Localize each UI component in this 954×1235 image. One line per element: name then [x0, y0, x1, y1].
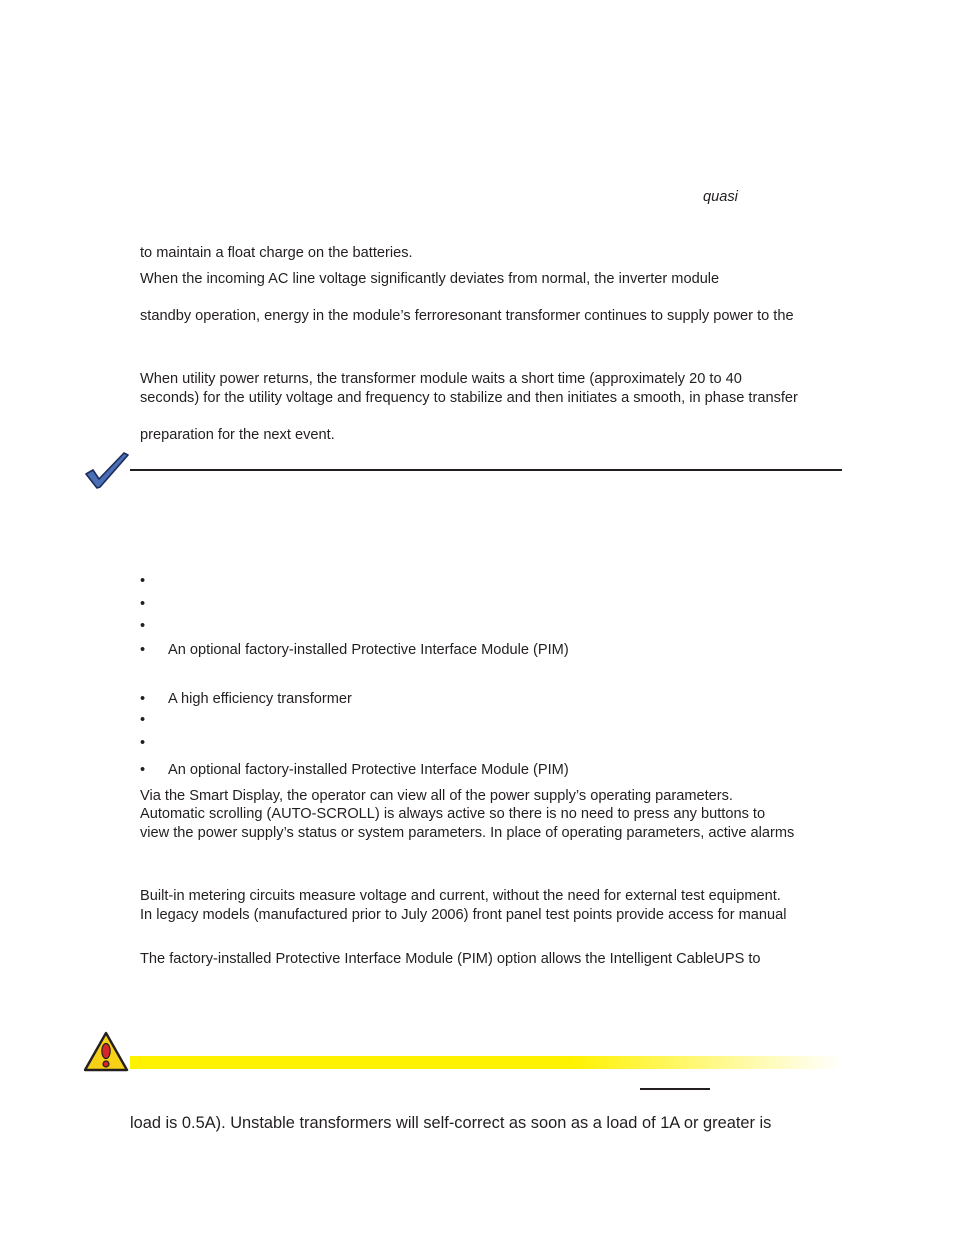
paragraph-line: In legacy models (manufactured prior to July 2006) front panel test points provide access for manual: [140, 907, 787, 923]
paragraph-line: view the power supply’s status or system parameters. In place of operating parameters, active alarms: [140, 825, 795, 841]
underline-mark: [640, 1088, 710, 1090]
caution-divider: [130, 1056, 842, 1069]
paragraph-line: When utility power returns, the transformer module waits a short time (approximately 20 to 40: [140, 371, 742, 387]
paragraph-line: Automatic scrolling (AUTO-SCROLL) is always active so there is no need to press any buttons to: [140, 806, 766, 822]
paragraph-line: standby operation, energy in the module’s ferroresonant transformer continues to supply power to the: [140, 308, 794, 324]
bullet-marker: •: [140, 735, 146, 751]
note-divider: [130, 469, 842, 471]
bullet-marker: •: [140, 642, 146, 658]
bullet-marker: •: [140, 762, 146, 778]
bullet-marker: •: [140, 691, 146, 707]
paragraph-line: Via the Smart Display, the operator can view all of the power supply’s operating parameters.: [140, 788, 733, 804]
list-item: A high efficiency transformer: [168, 691, 352, 707]
paragraph-line: The factory-installed Protective Interface Module (PIM) option allows the Intelligent CableUPS to: [140, 951, 761, 967]
bullet-marker: •: [140, 596, 146, 612]
paragraph-line: preparation for the next event.: [140, 427, 335, 443]
paragraph-line: to maintain a float charge on the batteries.: [140, 245, 413, 261]
paragraph-line: seconds) for the utility voltage and frequency to stabilize and then initiates a smooth, in phase transfer: [140, 390, 798, 406]
list-item: An optional factory-installed Protective Interface Module (PIM): [168, 642, 569, 658]
paragraph-line: Built-in metering circuits measure voltage and current, without the need for external test equipment.: [140, 888, 781, 904]
bullet-marker: •: [140, 618, 146, 634]
checkmark-icon: [84, 450, 130, 490]
bullet-marker: •: [140, 573, 146, 589]
bullet-marker: •: [140, 712, 146, 728]
warning-triangle-icon: [82, 1030, 130, 1074]
caution-text-line: load is 0.5A). Unstable transformers will self-correct as soon as a load of 1A or greater is: [130, 1114, 772, 1132]
italic-quasi-word: quasi: [703, 189, 738, 205]
paragraph-line: When the incoming AC line voltage significantly deviates from normal, the inverter module: [140, 271, 720, 287]
list-item: An optional factory-installed Protective Interface Module (PIM): [168, 762, 569, 778]
